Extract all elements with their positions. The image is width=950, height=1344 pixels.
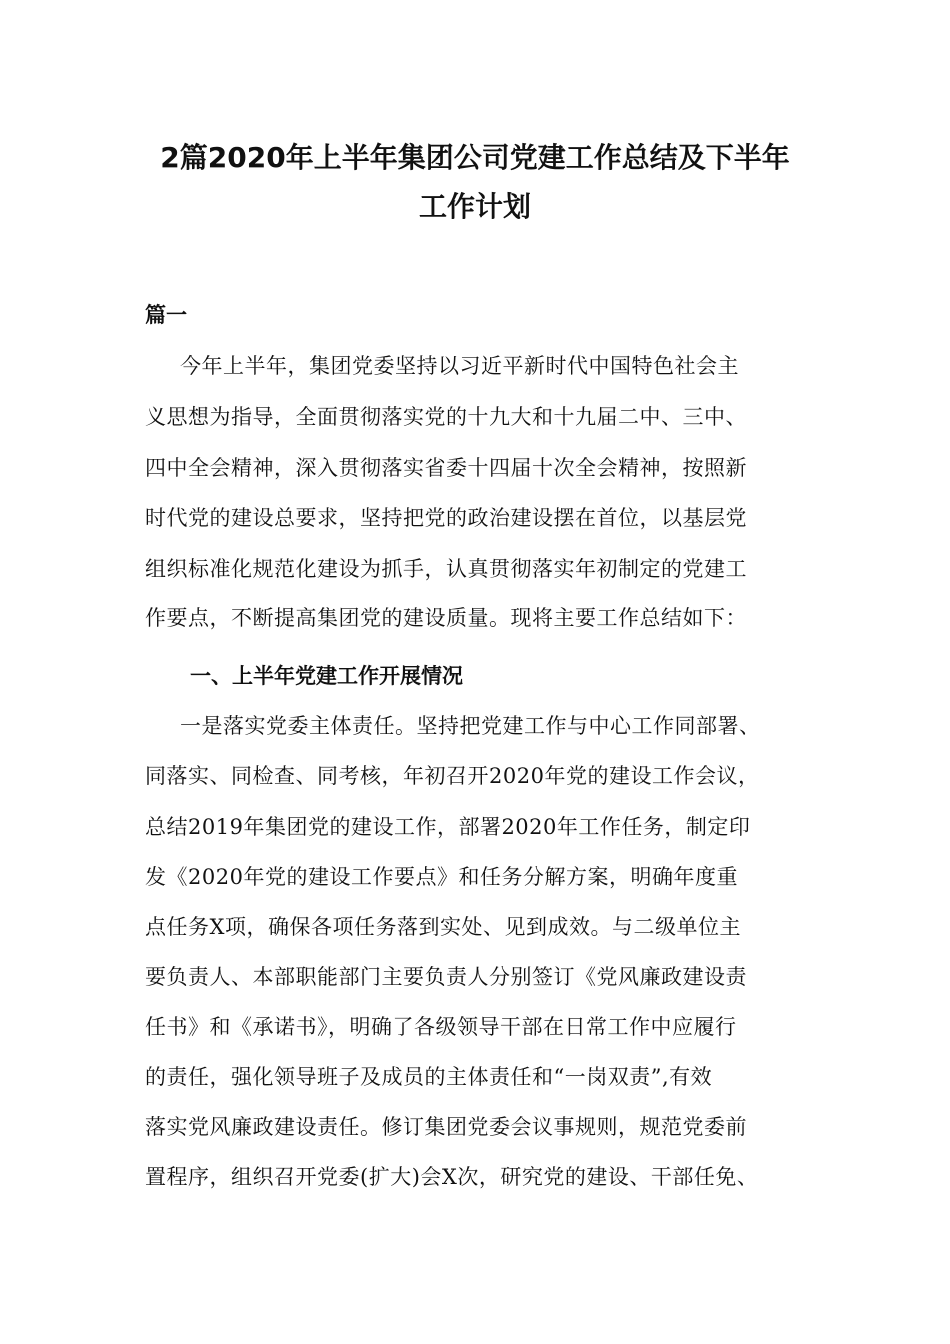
paragraph-line: 的责任，强化领导班子及成员的主体责任和“一岗双责”,有效 [145,1065,713,1089]
paragraph-line: 今年上半年，集团党委坚持以习近平新时代中国特色社会主 [180,354,739,378]
paragraph-line: 点任务X项，确保各项任务落到实处、见到成效。与二级单位主 [145,915,741,939]
section-heading: 一、上半年党建工作开展情况 [190,664,463,688]
paragraph-line: 同落实、同检查、同考核，年初召开2020年党的建设工作会议， [145,764,760,788]
document-title-line-2: 工作计划 [418,190,531,223]
paragraph-line: 作要点，不断提高集团党的建设质量。现将主要工作总结如下： [145,606,747,630]
paragraph-line: 一是落实党委主体责任。坚持把党建工作与中心工作同部署、 [180,714,761,738]
paragraph-line: 要负责人、本部职能部门主要负责人分别签订《党风廉政建设责 [145,965,747,989]
paragraph-line: 总结2019年集团党的建设工作，部署2020年工作任务，制定印 [145,815,751,839]
paragraph-line: 四中全会精神，深入贯彻落实省委十四届十次全会精神，按照新 [145,456,747,480]
paragraph-line: 任书》和《承诺书》，明确了各级领导干部在日常工作中应履行 [145,1015,737,1039]
paragraph-line: 时代党的建设总要求，坚持把党的政治建设摆在首位，以基层党 [145,506,747,530]
paragraph-line: 落实党风廉政建设责任。修订集团党委会议事规则，规范党委前 [145,1115,747,1139]
paragraph-line: 置程序，组织召开党委(扩大)会X次，研究党的建设、干部任免、 [145,1165,759,1189]
document-title-line-1: 2篇2020年上半年集团公司党建工作总结及下半年 [160,141,790,174]
paragraph-line: 发《2020年党的建设工作要点》和任务分解方案，明确年度重 [145,865,738,889]
paragraph-line: 组织标准化规范化建设为抓手，认真贯彻落实年初制定的党建工 [145,557,747,581]
paragraph-line: 义思想为指导，全面贯彻落实党的十九大和十九届二中、三中、 [145,405,747,429]
section-label: 篇一 [145,303,187,327]
